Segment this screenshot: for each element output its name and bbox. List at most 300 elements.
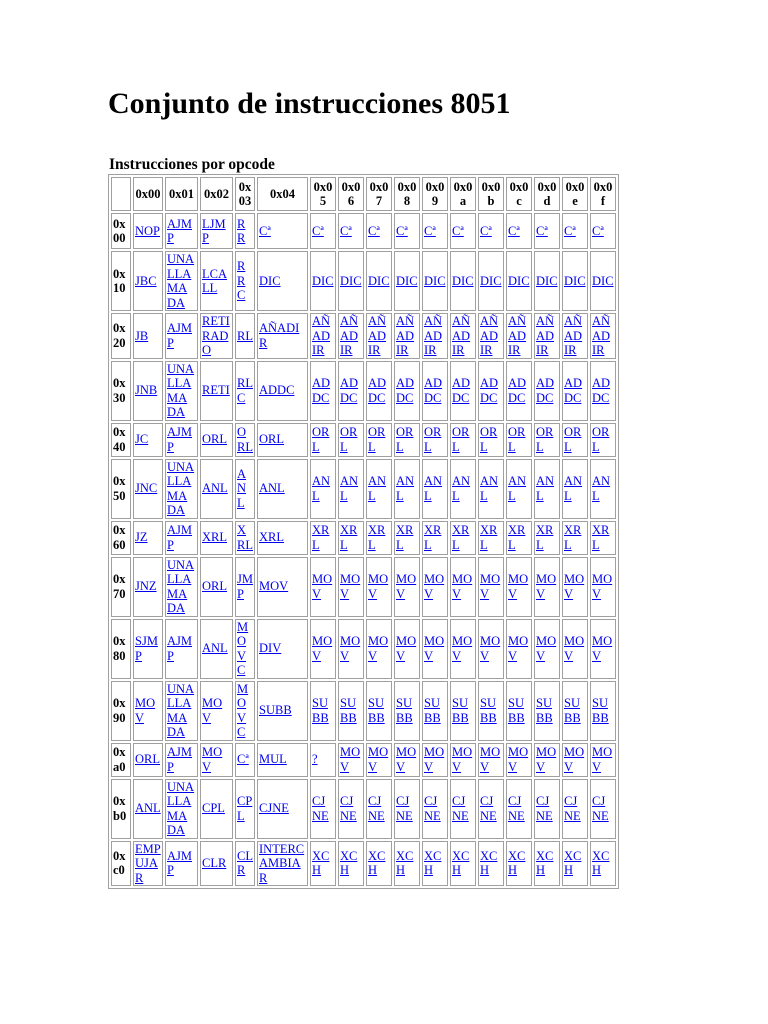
instruction-link[interactable]: ANL bbox=[259, 481, 285, 496]
instruction-link[interactable]: CLR bbox=[237, 848, 253, 878]
instruction-cell bbox=[506, 619, 532, 679]
instruction-link[interactable]: MOV bbox=[340, 572, 361, 601]
instruction-link[interactable]: UNA LLAMADA bbox=[167, 361, 195, 419]
instruction-link[interactable]: XRL bbox=[312, 523, 330, 552]
instruction-cell bbox=[200, 313, 233, 359]
instruction-link[interactable]: MOV bbox=[259, 579, 289, 594]
instruction-link[interactable]: Cª bbox=[259, 223, 271, 238]
instruction-link[interactable]: MOV bbox=[592, 572, 613, 601]
instruction-link[interactable]: DIC bbox=[396, 273, 418, 288]
instruction-cell bbox=[165, 779, 198, 839]
table-row bbox=[111, 313, 616, 359]
instruction-link[interactable]: ORL bbox=[480, 425, 498, 454]
instruction-link[interactable]: MOV bbox=[135, 696, 156, 725]
instruction-link[interactable]: INTERCAMBIAR bbox=[259, 841, 305, 885]
instruction-link[interactable]: ADDC bbox=[368, 376, 387, 405]
instruction-link[interactable]: ANL bbox=[480, 474, 499, 503]
instruction-link[interactable]: ANL bbox=[592, 474, 611, 503]
instruction-link[interactable]: AJMP bbox=[167, 321, 193, 350]
column-header-0x0b: 0x0b bbox=[478, 177, 504, 211]
instruction-link[interactable]: MOV bbox=[480, 745, 501, 774]
instruction-link[interactable]: XRL bbox=[536, 523, 554, 552]
instruction-cell bbox=[534, 521, 560, 555]
instruction-link[interactable]: SUBB bbox=[480, 696, 497, 725]
instruction-cell bbox=[534, 313, 560, 359]
instruction-link[interactable]: ANL bbox=[368, 474, 387, 503]
instruction-link[interactable]: ORL bbox=[424, 425, 442, 454]
instruction-link[interactable]: XCH bbox=[564, 848, 582, 878]
instruction-link[interactable]: MOV bbox=[508, 572, 529, 601]
instruction-cell bbox=[422, 521, 448, 555]
instruction-link[interactable]: UNA LLAMADA bbox=[167, 252, 195, 310]
instruction-link[interactable]: ANL bbox=[452, 474, 471, 503]
instruction-link[interactable]: MOV bbox=[452, 634, 473, 663]
instruction-link[interactable]: MOV bbox=[480, 572, 501, 601]
instruction-link[interactable]: SUBB bbox=[259, 703, 292, 718]
instruction-link[interactable]: JC bbox=[135, 432, 149, 447]
instruction-link[interactable]: XRL bbox=[564, 523, 582, 552]
table-row bbox=[111, 841, 616, 887]
instruction-cell bbox=[422, 557, 448, 617]
instruction-link[interactable]: DIC bbox=[368, 273, 390, 288]
instruction-cell bbox=[235, 213, 255, 249]
column-header-0x02: 0x02 bbox=[200, 177, 233, 211]
instruction-link[interactable]: AÑADIR bbox=[452, 314, 471, 357]
instruction-cell bbox=[506, 213, 532, 249]
instruction-link[interactable]: XRL bbox=[340, 523, 358, 552]
instruction-cell bbox=[394, 423, 420, 457]
instruction-link[interactable]: DIV bbox=[259, 641, 282, 656]
instruction-link[interactable]: MOV bbox=[340, 745, 361, 774]
instruction-link[interactable]: CJNE bbox=[536, 794, 553, 823]
instruction-link[interactable]: SUBB bbox=[536, 696, 553, 725]
page-title: Conjunto de instrucciones 8051 bbox=[108, 87, 511, 120]
instruction-link[interactable]: DIC bbox=[424, 273, 446, 288]
instruction-link[interactable]: CPL bbox=[202, 801, 225, 816]
instruction-link[interactable]: MOV bbox=[368, 572, 389, 601]
instruction-link[interactable]: SUBB bbox=[424, 696, 441, 725]
instruction-link[interactable]: ORL bbox=[368, 425, 386, 454]
instruction-cell bbox=[235, 681, 255, 741]
instruction-cell bbox=[235, 557, 255, 617]
instruction-cell bbox=[422, 459, 448, 519]
instruction-cell bbox=[478, 681, 504, 741]
instruction-link[interactable]: RLC bbox=[237, 376, 253, 405]
instruction-cell bbox=[310, 459, 336, 519]
instruction-cell bbox=[257, 313, 308, 359]
instruction-link[interactable]: ORL bbox=[452, 425, 470, 454]
instruction-cell bbox=[366, 779, 392, 839]
instruction-link[interactable]: SUBB bbox=[368, 696, 385, 725]
instruction-link[interactable]: ORL bbox=[340, 425, 358, 454]
instruction-cell bbox=[590, 251, 616, 311]
instruction-link[interactable]: AÑADIR bbox=[312, 314, 331, 357]
instruction-cell bbox=[133, 841, 163, 887]
instruction-link[interactable]: MOV bbox=[424, 572, 445, 601]
column-header-0x09: 0x09 bbox=[422, 177, 448, 211]
instruction-link[interactable]: LJMP bbox=[202, 216, 226, 245]
instruction-cell bbox=[257, 681, 308, 741]
instruction-link[interactable]: MOV bbox=[202, 696, 223, 725]
instruction-link[interactable]: ORL bbox=[508, 425, 526, 454]
instruction-link[interactable]: XRL bbox=[424, 523, 442, 552]
instruction-cell bbox=[506, 423, 532, 457]
instruction-cell bbox=[165, 213, 198, 249]
instruction-cell bbox=[235, 361, 255, 421]
instruction-cell bbox=[366, 251, 392, 311]
instruction-link[interactable]: ORL bbox=[592, 425, 610, 454]
instruction-cell bbox=[310, 619, 336, 679]
instruction-link[interactable]: ANL bbox=[564, 474, 583, 503]
instruction-link[interactable]: CJNE bbox=[424, 794, 441, 823]
instruction-link[interactable]: Cª bbox=[536, 223, 548, 238]
instruction-link[interactable]: MOV bbox=[396, 745, 417, 774]
instruction-link[interactable]: ANL bbox=[135, 801, 161, 816]
instruction-cell bbox=[506, 313, 532, 359]
instruction-link[interactable]: CJNE bbox=[396, 794, 413, 823]
instruction-link[interactable]: JNC bbox=[135, 481, 158, 496]
instruction-link[interactable]: EMPUJAR bbox=[135, 841, 161, 885]
instruction-link[interactable]: SUBB bbox=[312, 696, 329, 725]
instruction-link[interactable]: XCH bbox=[396, 848, 414, 878]
instruction-link[interactable]: CJNE bbox=[340, 794, 357, 823]
instruction-link[interactable]: MOV bbox=[592, 745, 613, 774]
instruction-link[interactable]: JNZ bbox=[135, 579, 157, 594]
instruction-cell bbox=[338, 251, 364, 311]
instruction-link[interactable]: XCH bbox=[536, 848, 554, 878]
instruction-link[interactable]: SUBB bbox=[564, 696, 581, 725]
instruction-link[interactable]: DIC bbox=[592, 273, 614, 288]
instruction-link[interactable]: Cª bbox=[424, 223, 436, 238]
table-row bbox=[111, 213, 616, 249]
instruction-cell bbox=[450, 681, 476, 741]
instruction-link[interactable]: MOV bbox=[424, 745, 445, 774]
instruction-link[interactable]: ANL bbox=[396, 474, 415, 503]
instruction-link[interactable]: XRL bbox=[396, 523, 414, 552]
instruction-cell bbox=[506, 251, 532, 311]
instruction-cell bbox=[590, 779, 616, 839]
instruction-link[interactable]: ADDC bbox=[312, 376, 331, 405]
instruction-link[interactable]: MOV bbox=[202, 745, 223, 774]
instruction-link[interactable]: MOV bbox=[536, 572, 557, 601]
instruction-link[interactable]: AÑADIR bbox=[259, 321, 300, 350]
opcode-table-body bbox=[111, 213, 616, 886]
instruction-link[interactable]: MOV bbox=[592, 634, 613, 663]
instruction-cell bbox=[534, 681, 560, 741]
instruction-cell bbox=[200, 423, 233, 457]
instruction-link[interactable]: MOV bbox=[312, 634, 333, 663]
instruction-cell bbox=[165, 361, 198, 421]
instruction-link[interactable]: ADDC bbox=[592, 376, 611, 405]
instruction-link[interactable]: Cª bbox=[592, 223, 604, 238]
instruction-link[interactable]: ANL bbox=[202, 481, 228, 496]
instruction-link[interactable]: AÑADIR bbox=[536, 314, 555, 357]
instruction-link[interactable]: ANL bbox=[340, 474, 359, 503]
instruction-link[interactable]: XCH bbox=[452, 848, 470, 878]
instruction-link[interactable]: XRL bbox=[592, 523, 610, 552]
instruction-link[interactable]: ORL bbox=[237, 425, 253, 454]
instruction-link[interactable]: MOV bbox=[564, 745, 585, 774]
instruction-link[interactable]: ORL bbox=[536, 425, 554, 454]
instruction-link[interactable]: ? bbox=[312, 752, 318, 767]
instruction-link[interactable]: MOV bbox=[508, 745, 529, 774]
instruction-link[interactable]: ADDC bbox=[340, 376, 359, 405]
instruction-cell bbox=[133, 681, 163, 741]
instruction-link[interactable]: AJMP bbox=[167, 216, 193, 245]
instruction-link[interactable]: MOV bbox=[564, 572, 585, 601]
instruction-link[interactable]: XCH bbox=[424, 848, 442, 878]
instruction-link[interactable]: MOV bbox=[452, 572, 473, 601]
instruction-cell bbox=[590, 743, 616, 777]
instruction-link[interactable]: AÑADIR bbox=[508, 314, 527, 357]
instruction-cell bbox=[165, 619, 198, 679]
instruction-cell bbox=[422, 841, 448, 887]
instruction-cell bbox=[338, 313, 364, 359]
instruction-cell bbox=[506, 521, 532, 555]
instruction-link[interactable]: ORL bbox=[396, 425, 414, 454]
instruction-link[interactable]: AJMP bbox=[167, 425, 193, 454]
instruction-cell bbox=[366, 521, 392, 555]
instruction-link[interactable]: XRL bbox=[452, 523, 470, 552]
instruction-link[interactable]: Cª bbox=[396, 223, 408, 238]
instruction-cell bbox=[257, 521, 308, 555]
instruction-link[interactable]: XRL bbox=[508, 523, 526, 552]
instruction-link[interactable]: MOV bbox=[312, 572, 333, 601]
instruction-link[interactable]: MOV bbox=[536, 745, 557, 774]
instruction-link[interactable]: SUBB bbox=[508, 696, 525, 725]
instruction-link[interactable]: MOV bbox=[424, 634, 445, 663]
instruction-link[interactable]: UNA LLAMADA bbox=[167, 459, 195, 517]
instruction-cell bbox=[590, 681, 616, 741]
instruction-cell bbox=[506, 459, 532, 519]
instruction-link[interactable]: CJNE bbox=[368, 794, 385, 823]
instruction-link[interactable]: Cª bbox=[452, 223, 464, 238]
instruction-cell bbox=[422, 743, 448, 777]
instruction-cell bbox=[200, 681, 233, 741]
instruction-link[interactable]: ADDC bbox=[480, 376, 499, 405]
instruction-link[interactable]: DIC bbox=[536, 273, 558, 288]
instruction-link[interactable]: ANL bbox=[202, 641, 228, 656]
instruction-cell bbox=[257, 361, 308, 421]
instruction-link[interactable]: RETI bbox=[202, 383, 230, 398]
instruction-link[interactable]: XRL bbox=[480, 523, 498, 552]
instruction-link[interactable]: ORL bbox=[259, 432, 284, 447]
instruction-link[interactable]: CLR bbox=[202, 856, 227, 870]
instruction-cell bbox=[165, 251, 198, 311]
instruction-link[interactable]: MUL bbox=[259, 752, 287, 767]
instruction-link[interactable]: AÑADIR bbox=[564, 314, 583, 357]
instruction-link[interactable]: CJNE bbox=[564, 794, 581, 823]
instruction-link[interactable]: MOV bbox=[480, 634, 501, 663]
instruction-link[interactable]: RR bbox=[237, 216, 246, 245]
row-header-0xc0: 0xc0 bbox=[111, 841, 131, 887]
instruction-link[interactable]: RETIRADO bbox=[202, 314, 230, 357]
instruction-link[interactable]: DIC bbox=[259, 273, 281, 288]
instruction-link[interactable]: UNA LLAMADA bbox=[167, 557, 195, 615]
instruction-link[interactable]: AÑADIR bbox=[396, 314, 415, 357]
instruction-link[interactable]: AJMP bbox=[167, 634, 193, 663]
instruction-link[interactable]: SUBB bbox=[592, 696, 609, 725]
instruction-link[interactable]: AÑADIR bbox=[340, 314, 359, 357]
instruction-cell bbox=[235, 841, 255, 887]
instruction-cell bbox=[478, 743, 504, 777]
instruction-link[interactable]: MOVC bbox=[237, 681, 249, 739]
instruction-link[interactable]: MOV bbox=[564, 634, 585, 663]
instruction-cell bbox=[165, 743, 198, 777]
instruction-link[interactable]: XRL bbox=[368, 523, 386, 552]
instruction-link[interactable]: AJMP bbox=[167, 848, 193, 878]
instruction-link[interactable]: ANL bbox=[508, 474, 527, 503]
instruction-cell bbox=[338, 521, 364, 555]
instruction-link[interactable]: MOV bbox=[396, 634, 417, 663]
instruction-link[interactable]: SJMP bbox=[135, 634, 158, 663]
instruction-link[interactable]: XRL bbox=[259, 530, 284, 545]
instruction-cell bbox=[165, 841, 198, 887]
instruction-link[interactable]: ANL bbox=[312, 474, 331, 503]
instruction-cell bbox=[200, 521, 233, 555]
instruction-link[interactable]: ADDC bbox=[452, 376, 471, 405]
instruction-link[interactable]: RL bbox=[237, 328, 253, 343]
instruction-link[interactable]: JNB bbox=[135, 383, 158, 398]
instruction-link[interactable]: JZ bbox=[135, 530, 148, 545]
instruction-link[interactable]: DIC bbox=[312, 273, 334, 288]
instruction-cell bbox=[235, 779, 255, 839]
instruction-link[interactable]: ORL bbox=[312, 425, 330, 454]
instruction-link[interactable]: AÑADIR bbox=[368, 314, 387, 357]
instruction-link[interactable]: DIC bbox=[508, 273, 530, 288]
instruction-link[interactable]: XCH bbox=[592, 848, 610, 878]
instruction-link[interactable]: ADDC bbox=[259, 383, 295, 398]
instruction-link[interactable]: AÑADIR bbox=[592, 314, 611, 357]
instruction-link[interactable]: Cª bbox=[480, 223, 492, 238]
instruction-cell bbox=[394, 681, 420, 741]
instruction-link[interactable]: MOV bbox=[340, 634, 361, 663]
instruction-cell bbox=[562, 361, 588, 421]
column-header-0x0f: 0x0f bbox=[590, 177, 616, 211]
instruction-link[interactable]: Cª bbox=[237, 752, 249, 767]
instruction-link[interactable]: XCH bbox=[480, 848, 498, 878]
instruction-cell bbox=[257, 743, 308, 777]
instruction-cell bbox=[310, 423, 336, 457]
instruction-link[interactable]: CJNE bbox=[452, 794, 469, 823]
instruction-link[interactable]: AÑADIR bbox=[480, 314, 499, 357]
instruction-cell bbox=[165, 681, 198, 741]
instruction-cell bbox=[450, 361, 476, 421]
instruction-link[interactable]: SUBB bbox=[452, 696, 469, 725]
instruction-link[interactable]: Cª bbox=[368, 223, 380, 238]
instruction-cell bbox=[450, 557, 476, 617]
instruction-link[interactable]: RRC bbox=[237, 259, 246, 303]
instruction-link[interactable]: ANL bbox=[424, 474, 443, 503]
instruction-link[interactable]: XRL bbox=[237, 523, 253, 552]
instruction-link[interactable]: ADDC bbox=[508, 376, 527, 405]
instruction-link[interactable]: UNA LLAMADA bbox=[167, 779, 195, 837]
instruction-link[interactable]: MOV bbox=[396, 572, 417, 601]
instruction-link[interactable]: XCH bbox=[340, 848, 358, 878]
instruction-link[interactable]: CPL bbox=[237, 794, 253, 823]
instruction-link[interactable]: ADDC bbox=[424, 376, 443, 405]
instruction-link[interactable]: MOV bbox=[368, 634, 389, 663]
instruction-link[interactable]: ORL bbox=[202, 432, 227, 447]
instruction-link[interactable]: ADDC bbox=[396, 376, 415, 405]
instruction-cell bbox=[450, 841, 476, 887]
instruction-cell bbox=[478, 841, 504, 887]
instruction-link[interactable]: ADDC bbox=[536, 376, 555, 405]
instruction-link[interactable]: MOV bbox=[368, 745, 389, 774]
instruction-link[interactable]: MOV bbox=[536, 634, 557, 663]
instruction-link[interactable]: MOVC bbox=[237, 619, 249, 677]
instruction-link[interactable]: DIC bbox=[564, 273, 586, 288]
instruction-link[interactable]: ADDC bbox=[564, 376, 583, 405]
instruction-link[interactable]: LCALL bbox=[202, 266, 227, 295]
row-header-0x40: 0x40 bbox=[111, 423, 131, 457]
instruction-cell bbox=[422, 251, 448, 311]
instruction-link[interactable]: JB bbox=[135, 328, 149, 343]
instruction-link[interactable]: Cª bbox=[340, 223, 352, 238]
column-header-0x05: 0x05 bbox=[310, 177, 336, 211]
instruction-cell bbox=[200, 251, 233, 311]
instruction-link[interactable]: Cª bbox=[508, 223, 520, 238]
instruction-link[interactable]: ORL bbox=[564, 425, 582, 454]
instruction-link[interactable]: ORL bbox=[135, 752, 160, 767]
instruction-cell bbox=[450, 743, 476, 777]
instruction-link[interactable]: AJMP bbox=[167, 745, 193, 774]
column-header-0x0e: 0x0e bbox=[562, 177, 588, 211]
instruction-link[interactable]: MOV bbox=[508, 634, 529, 663]
instruction-link[interactable]: DIC bbox=[480, 273, 502, 288]
instruction-link[interactable]: XCH bbox=[312, 848, 330, 878]
instruction-link[interactable]: XRL bbox=[202, 530, 227, 545]
column-header-0x04: 0x04 bbox=[257, 177, 308, 211]
instruction-cell bbox=[450, 779, 476, 839]
instruction-link[interactable]: AJMP bbox=[167, 523, 193, 552]
instruction-link[interactable]: ORL bbox=[202, 579, 227, 594]
instruction-link[interactable]: DIC bbox=[340, 273, 362, 288]
instruction-link[interactable]: NOP bbox=[135, 223, 161, 238]
instruction-link[interactable]: CJNE bbox=[508, 794, 525, 823]
instruction-cell bbox=[366, 423, 392, 457]
instruction-cell bbox=[422, 313, 448, 359]
instruction-link[interactable]: SUBB bbox=[396, 696, 413, 725]
instruction-link[interactable]: Cª bbox=[564, 223, 576, 238]
instruction-link[interactable]: CJNE bbox=[312, 794, 329, 823]
instruction-cell bbox=[534, 841, 560, 887]
instruction-link[interactable]: ANL bbox=[237, 466, 247, 510]
instruction-cell bbox=[366, 743, 392, 777]
instruction-cell bbox=[562, 313, 588, 359]
instruction-link[interactable]: AÑADIR bbox=[424, 314, 443, 357]
instruction-link[interactable]: CJNE bbox=[592, 794, 609, 823]
instruction-cell bbox=[394, 743, 420, 777]
instruction-cell bbox=[133, 213, 163, 249]
instruction-link[interactable]: JMP bbox=[237, 572, 253, 601]
instruction-link[interactable]: JBC bbox=[135, 273, 157, 288]
table-row bbox=[111, 251, 616, 311]
instruction-link[interactable]: CJNE bbox=[480, 794, 497, 823]
instruction-link[interactable]: MOV bbox=[452, 745, 473, 774]
table-caption: Instrucciones por opcode bbox=[109, 156, 275, 173]
instruction-link[interactable]: XCH bbox=[508, 848, 526, 878]
instruction-link[interactable]: CJNE bbox=[259, 801, 289, 816]
instruction-link[interactable]: XCH bbox=[368, 848, 386, 878]
instruction-link[interactable]: DIC bbox=[452, 273, 474, 288]
instruction-cell bbox=[165, 459, 198, 519]
instruction-link[interactable]: UNA LLAMADA bbox=[167, 681, 195, 739]
instruction-cell bbox=[562, 423, 588, 457]
instruction-link[interactable]: SUBB bbox=[340, 696, 357, 725]
instruction-link[interactable]: ANL bbox=[536, 474, 555, 503]
instruction-link[interactable]: Cª bbox=[312, 223, 324, 238]
